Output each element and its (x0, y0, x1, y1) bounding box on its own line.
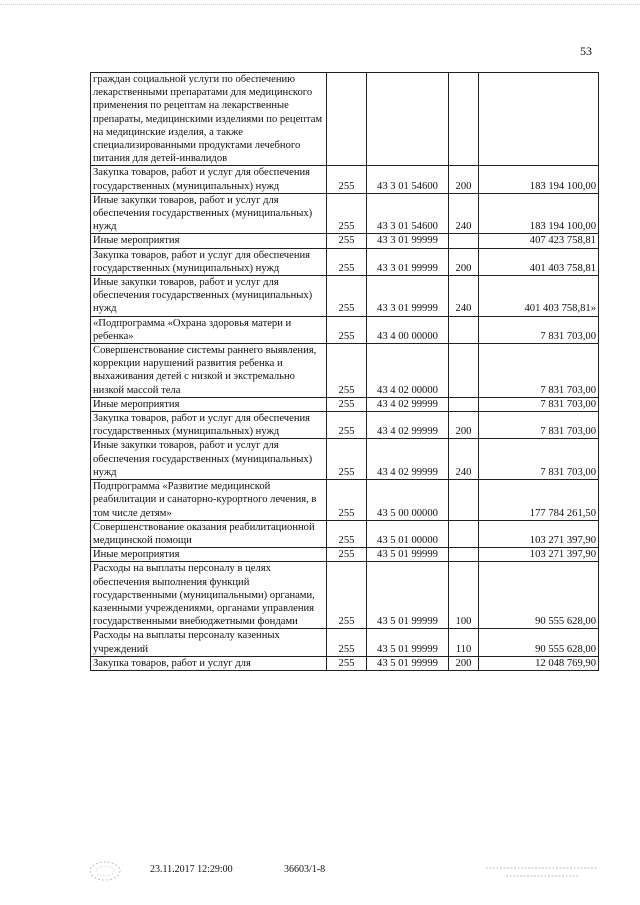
row-csr-code: 43 4 00 00000 (367, 316, 449, 343)
row-description: Иные мероприятия (91, 397, 327, 411)
row-vr-code: 100 (449, 562, 479, 629)
table-row (91, 412, 599, 439)
row-csr-code: 43 3 01 99999 (367, 248, 449, 275)
row-sum: 401 403 758,81» (479, 276, 599, 317)
row-vr-code (449, 73, 479, 166)
row-csr-code: 43 3 01 99999 (367, 276, 449, 317)
row-vr-code (449, 234, 479, 248)
budget-table (90, 72, 599, 671)
row-csr-code: 43 4 02 99999 (367, 412, 449, 439)
row-sum: 12 048 769,90 (479, 656, 599, 670)
row-sum: 401 403 758,81 (479, 248, 599, 275)
row-csr-code: 43 5 01 00000 (367, 520, 449, 547)
budget-table-body (91, 73, 599, 671)
row-ved-code: 255 (327, 520, 367, 547)
stamp-icon (88, 860, 122, 882)
row-ved-code: 255 (327, 439, 367, 480)
table-row (91, 193, 599, 234)
row-csr-code: 43 5 01 99999 (367, 548, 449, 562)
page-footer (0, 864, 640, 894)
table-row (91, 166, 599, 193)
row-ved-code: 255 (327, 480, 367, 521)
row-sum: 183 194 100,00 (479, 166, 599, 193)
table-row (91, 73, 599, 166)
row-description: Иные закупки товаров, работ и услуг для обеспечения государственных (муниципальных) нужд (91, 193, 327, 234)
footer-datetime: 23.11.2017 12:29:00 (150, 864, 233, 875)
row-sum: 103 271 397,90 (479, 548, 599, 562)
table-row (91, 480, 599, 521)
watermark-icon (482, 862, 602, 884)
row-sum: 90 555 628,00 (479, 562, 599, 629)
page-number: 53 (580, 44, 592, 58)
row-sum: 177 784 261,50 (479, 480, 599, 521)
row-ved-code: 255 (327, 344, 367, 398)
table-row (91, 397, 599, 411)
row-sum: 7 831 703,00 (479, 316, 599, 343)
row-csr-code: 43 3 01 99999 (367, 234, 449, 248)
row-description: «Подпрограмма «Охрана здоровья матери и ребенка» (91, 316, 327, 343)
row-description: Иные мероприятия (91, 234, 327, 248)
row-vr-code: 200 (449, 656, 479, 670)
row-description: Закупка товаров, работ и услуг для обеспечения государственных (муниципальных) нужд (91, 248, 327, 275)
row-csr-code: 43 5 00 00000 (367, 480, 449, 521)
row-ved-code: 255 (327, 248, 367, 275)
row-ved-code: 255 (327, 397, 367, 411)
table-row (91, 520, 599, 547)
table-row (91, 439, 599, 480)
row-vr-code: 240 (449, 193, 479, 234)
row-sum: 7 831 703,00 (479, 397, 599, 411)
footer-doc-number: 36603/1-8 (284, 864, 326, 875)
table-row (91, 562, 599, 629)
table-row (91, 656, 599, 670)
row-description: Иные мероприятия (91, 548, 327, 562)
row-description: Расходы на выплаты персоналу казенных учреждений (91, 629, 327, 656)
row-vr-code (449, 316, 479, 343)
row-description: Закупка товаров, работ и услуг для обеспечения государственных (муниципальных) нужд (91, 166, 327, 193)
row-csr-code (367, 73, 449, 166)
table-row (91, 234, 599, 248)
row-description: Расходы на выплаты персоналу в целях обеспечения выполнения функций государственными (муниципальными) органами, казенными учреждениями, органами управления государственными внебюджетными фондами (91, 562, 327, 629)
row-vr-code (449, 344, 479, 398)
row-csr-code: 43 4 02 99999 (367, 439, 449, 480)
row-vr-code (449, 520, 479, 547)
row-vr-code: 200 (449, 166, 479, 193)
row-sum: 7 831 703,00 (479, 439, 599, 480)
row-vr-code: 240 (449, 276, 479, 317)
row-sum: 7 831 703,00 (479, 344, 599, 398)
row-description: Иные закупки товаров, работ и услуг для обеспечения государственных (муниципальных) нужд (91, 439, 327, 480)
row-vr-code: 200 (449, 248, 479, 275)
row-vr-code: 110 (449, 629, 479, 656)
table-row (91, 629, 599, 656)
row-ved-code: 255 (327, 629, 367, 656)
row-ved-code: 255 (327, 656, 367, 670)
row-csr-code: 43 5 01 99999 (367, 562, 449, 629)
row-description: граждан социальной услуги по обеспечению лекарственными препаратами для медицинского применения по рецептам на лекарственные препараты, медицинскими изделиями по рецептам на медицинские изделия, а также специализированными продуктами лечебного питания для детей-инвалидов (91, 73, 327, 166)
row-sum: 103 271 397,90 (479, 520, 599, 547)
table-row (91, 316, 599, 343)
row-ved-code: 255 (327, 316, 367, 343)
row-csr-code: 43 5 01 99999 (367, 656, 449, 670)
row-csr-code: 43 3 01 54600 (367, 193, 449, 234)
table-row (91, 276, 599, 317)
row-vr-code (449, 397, 479, 411)
row-ved-code: 255 (327, 562, 367, 629)
row-sum (479, 73, 599, 166)
row-description: Закупка товаров, работ и услуг для обеспечения государственных (муниципальных) нужд (91, 412, 327, 439)
row-ved-code: 255 (327, 412, 367, 439)
row-sum: 407 423 758,81 (479, 234, 599, 248)
row-csr-code: 43 5 01 99999 (367, 629, 449, 656)
row-ved-code: 255 (327, 193, 367, 234)
table-row (91, 344, 599, 398)
row-vr-code: 200 (449, 412, 479, 439)
row-description: Подпрограмма «Развитие медицинской реабилитации и санаторно-курортного лечения, в том числе детям» (91, 480, 327, 521)
row-ved-code (327, 73, 367, 166)
table-row (91, 548, 599, 562)
row-description: Иные закупки товаров, работ и услуг для обеспечения государственных (муниципальных) нужд (91, 276, 327, 317)
row-vr-code: 240 (449, 439, 479, 480)
row-csr-code: 43 4 02 99999 (367, 397, 449, 411)
row-ved-code: 255 (327, 548, 367, 562)
table-row (91, 248, 599, 275)
row-ved-code: 255 (327, 166, 367, 193)
row-description: Закупка товаров, работ и услуг для (91, 656, 327, 670)
row-sum: 183 194 100,00 (479, 193, 599, 234)
row-description: Совершенствование оказания реабилитационной медицинской помощи (91, 520, 327, 547)
row-ved-code: 255 (327, 234, 367, 248)
row-sum: 7 831 703,00 (479, 412, 599, 439)
row-vr-code (449, 548, 479, 562)
row-ved-code: 255 (327, 276, 367, 317)
row-csr-code: 43 4 02 00000 (367, 344, 449, 398)
row-sum: 90 555 628,00 (479, 629, 599, 656)
row-description: Совершенствование системы раннего выявления, коррекции нарушений развития ребенка и выхаживания детей с низкой и экстремально низкой массой тела (91, 344, 327, 398)
row-csr-code: 43 3 01 54600 (367, 166, 449, 193)
row-vr-code (449, 480, 479, 521)
scan-top-edge (0, 4, 640, 6)
